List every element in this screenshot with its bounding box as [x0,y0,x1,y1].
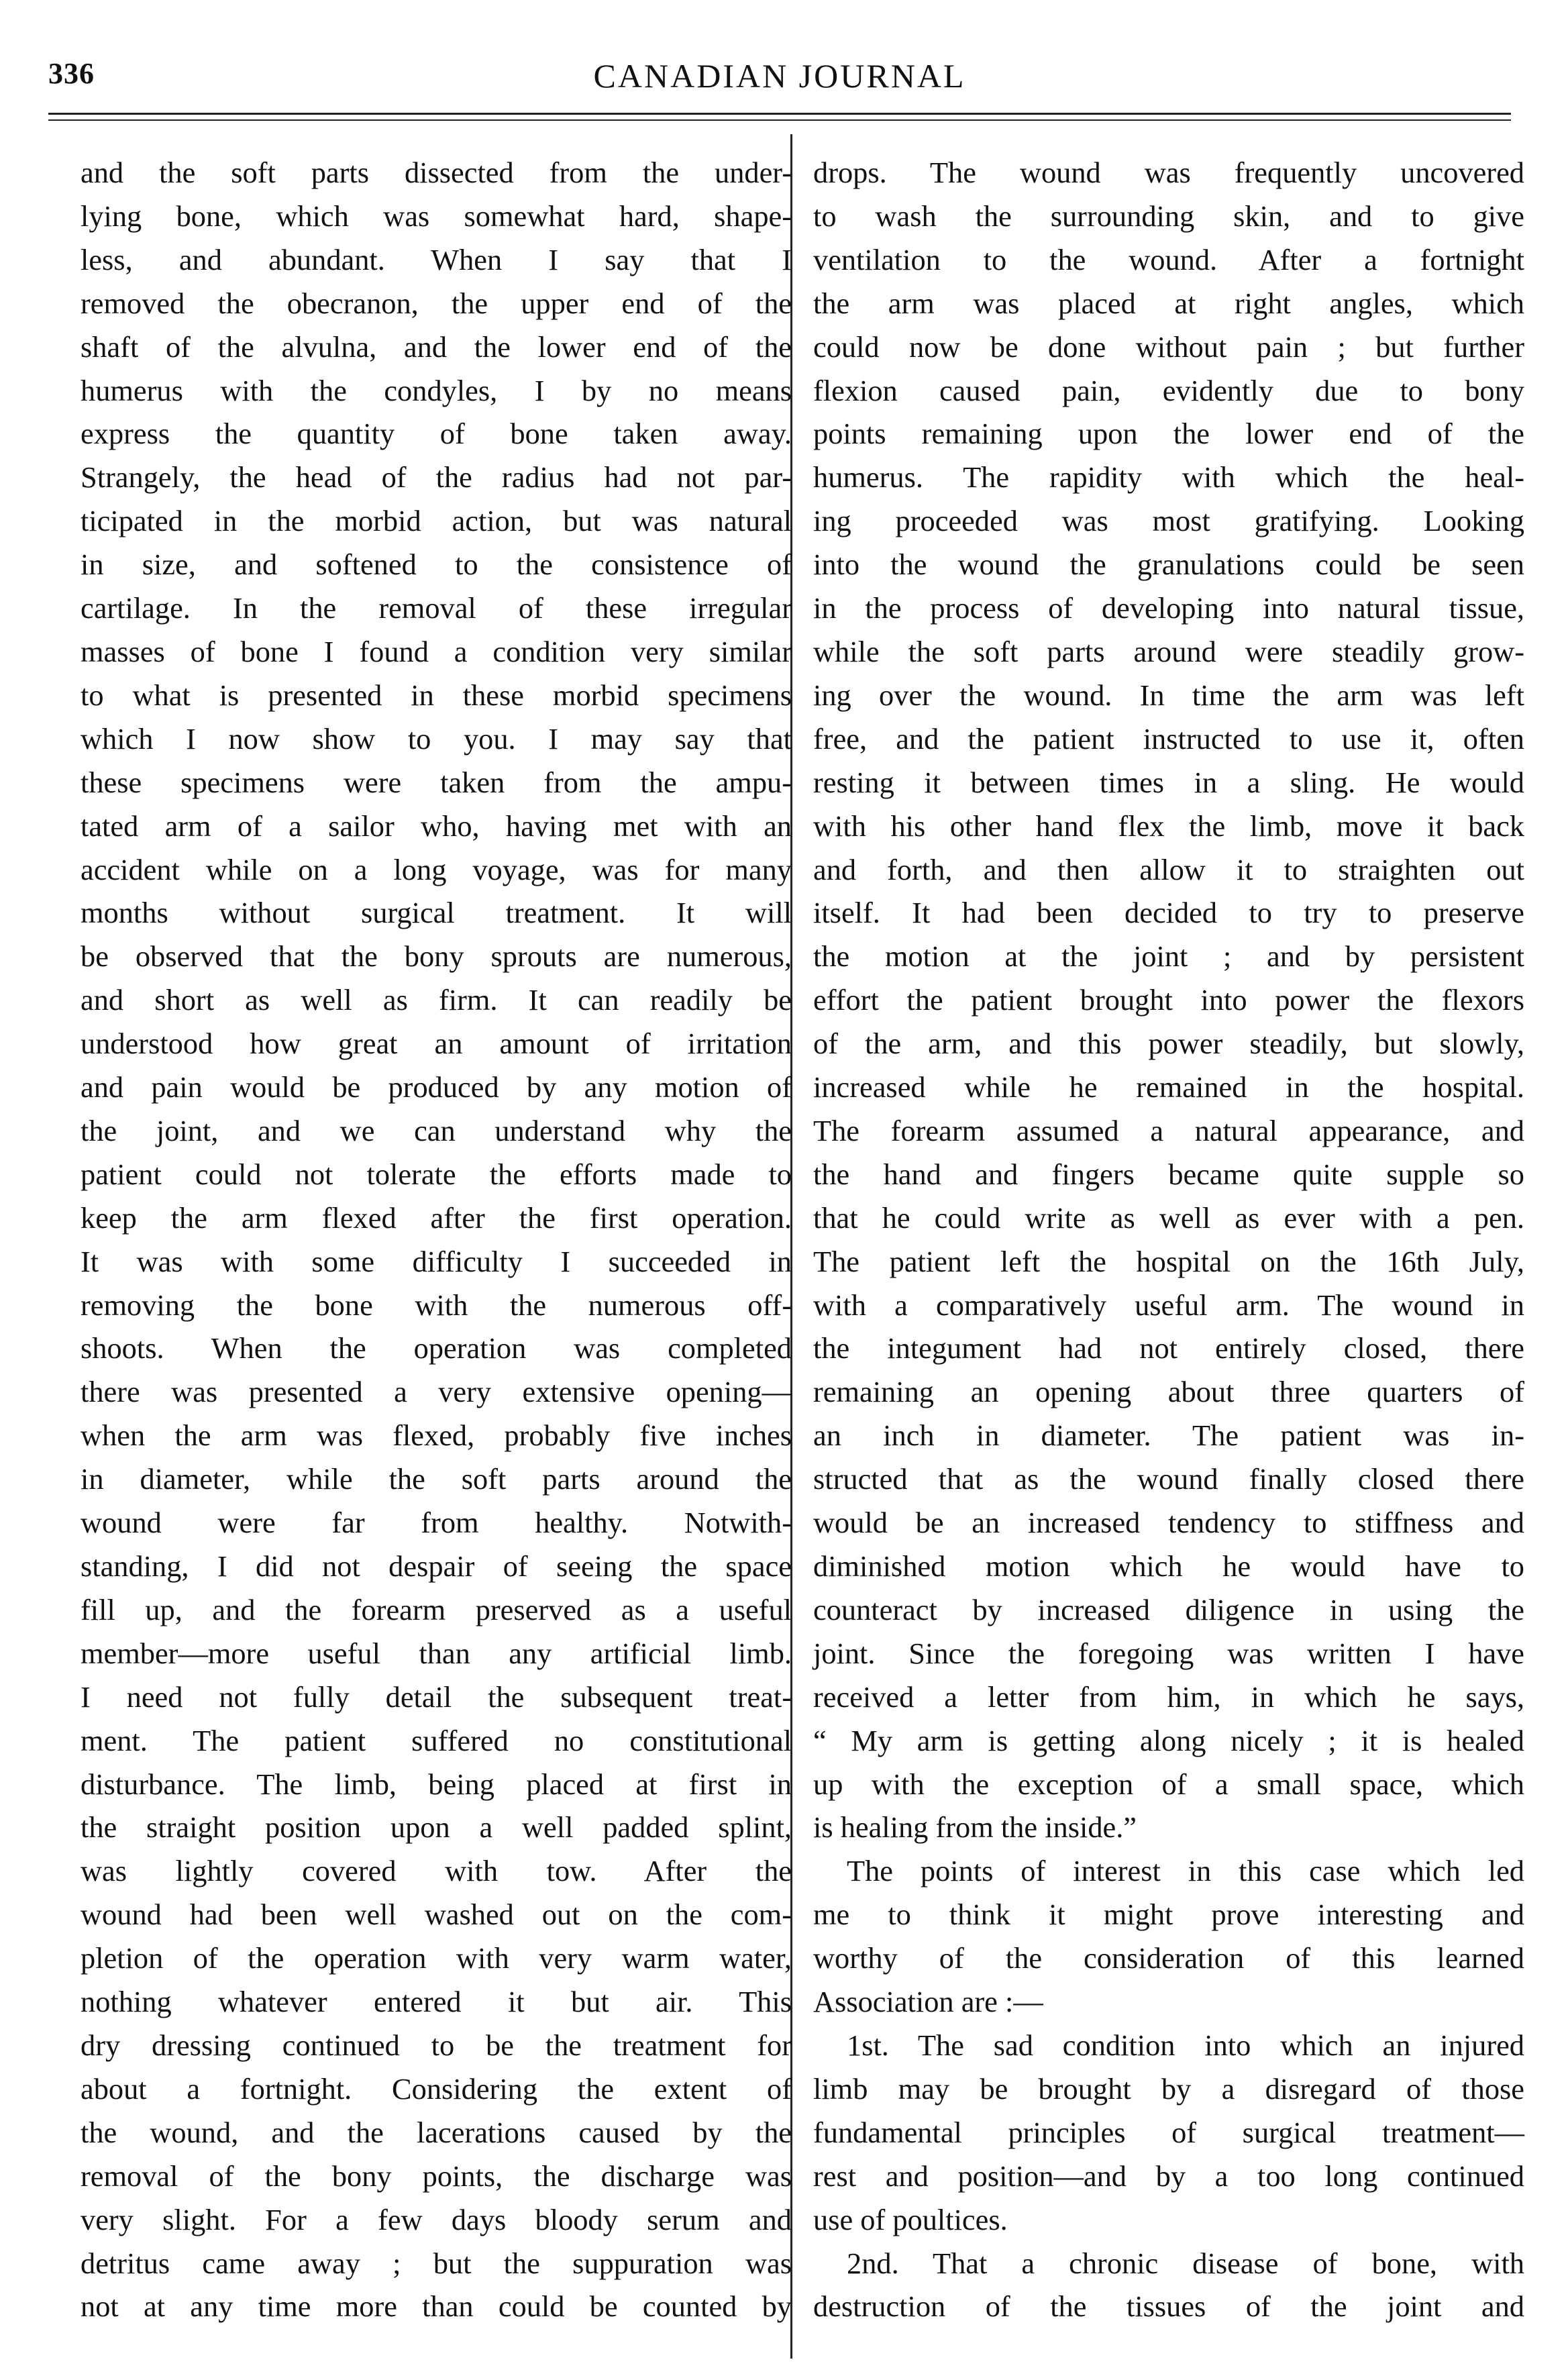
text-line: ment. The patient suffered no constitutional [81,1723,792,1757]
text-line: free, and the patient instructed to use it, often [813,721,1524,756]
text-line: Strangely, the head of the radius had not par- [81,460,792,495]
text-line: ing proceeded was most gratifying. Looking [813,504,1524,538]
text-line: that he could write as well as ever with a pen. [813,1200,1524,1235]
header-rule-top [48,113,1511,115]
text-line: limb may be brought by a disregard of those [813,2071,1524,2106]
text-line: disturbance. The limb, being placed at first in [81,1767,792,1801]
text-line: humerus with the condyles, I by no means [81,373,792,407]
text-line: and the soft parts dissected from the under- [81,156,792,189]
text-line: in the process of developing into natural tissue, [813,591,1524,625]
text-line: in size, and softened to the consistence of [81,548,792,582]
text-line: which I now show to you. I may say that [81,721,792,756]
text-line: removing the bone with the numerous off- [81,1288,792,1322]
text-line: masses of bone I found a condition very similar [81,634,792,668]
text-line: months without surgical treatment. It will [81,896,792,930]
text-line: lying bone, which was somewhat hard, shape- [81,199,792,233]
text-line: rest and position—and by a too long continued [813,2159,1524,2193]
text-line: detritus came away ; but the suppuration was [81,2246,792,2280]
text-line: fill up, and the forearm preserved as a useful [81,1592,792,1626]
text-line: the straight position upon a well padded splint, [81,1810,792,1845]
text-line: would be an increased tendency to stiffness and [813,1506,1524,1540]
text-line: received a letter from him, in which he says, [813,1679,1524,1714]
text-line: The forearm assumed a natural appearance, and [813,1113,1524,1147]
text-line: “ My arm is getting along nicely ; it is healed [813,1723,1524,1757]
text-line: dry dressing continued to be the treatment for [81,2028,792,2062]
text-line: the arm was placed at right angles, which [813,286,1524,320]
text-line: and forth, and then allow it to straighten out [813,852,1524,886]
text-line: The points of interest in this case which led [847,1854,1524,1888]
text-line: with a comparatively useful arm. The wound in [813,1288,1524,1322]
text-line: when the arm was flexed, probably five inches [81,1418,792,1453]
text-line: member—more useful than any artificial limb. [81,1636,792,1670]
text-line: remaining an opening about three quarters of [813,1375,1524,1409]
text-line: the wound, and the lacerations caused by the [81,2115,792,2149]
text-line: increased while he remained in the hospital. [813,1070,1524,1104]
text-line: about a fortnight. Considering the extent of [81,2071,792,2106]
text-line: ing over the wound. In time the arm was left [813,678,1524,712]
text-line: was lightly covered with tow. After the [81,1854,792,1888]
text-line: 2nd. That a chronic disease of bone, with [847,2246,1524,2280]
text-line: and short as well as firm. It can readily be [81,983,792,1017]
text-line: me to think it might prove interesting and [813,1898,1524,1932]
text-line: 1st. The sad condition into which an injured [847,2028,1524,2062]
text-line: up with the exception of a small space, which [813,1767,1524,1801]
text-line: ticipated in the morbid action, but was natural [81,504,792,538]
text-line: into the wound the granulations could be seen [813,548,1524,582]
text-line: not at any time more than could be counted by [81,2289,792,2324]
text-line: wound had been well washed out on the com- [81,1898,792,1932]
text-line: worthy of the consideration of this learned [813,1941,1524,1975]
text-line: humerus. The rapidity with which the heal- [813,460,1524,495]
text-line: and pain would be produced by any motion of [81,1070,792,1104]
right-column [813,151,1524,2328]
text-line: the joint, and we can understand why the [81,1113,792,1147]
text-line: effort the patient brought into power the flexors [813,983,1524,1017]
text-line: diminished motion which he would have to [813,1549,1524,1583]
text-line: fundamental principles of surgical treatment— [813,2115,1524,2149]
text-line: flexion caused pain, evidently due to bony [813,373,1524,407]
text-line: standing, I did not despair of seeing the space [81,1549,792,1583]
left-column [81,151,792,2328]
text-line: these specimens were taken from the ampu- [81,765,792,799]
text-line: nothing whatever entered it but air. This [81,1985,792,2019]
text-line: there was presented a very extensive opening— [81,1375,792,1409]
text-line: of the arm, and this power steadily, but slowly, [813,1027,1524,1061]
text-line: to wash the surrounding skin, and to give [813,199,1524,233]
text-line: removed the obecranon, the upper end of the [81,286,792,320]
text-line: keep the arm flexed after the first operation. [81,1200,792,1235]
text-line: with his other hand flex the limb, move it back [813,809,1524,843]
text-line: an inch in diameter. The patient was in- [813,1418,1524,1453]
text-line: be observed that the bony sprouts are numerous, [81,939,792,974]
text-line: removal of the bony points, the discharge was [81,2159,792,2193]
text-line: counteract by increased diligence in using the [813,1592,1524,1626]
text-line: shaft of the alvulna, and the lower end of the [81,329,792,364]
text-line: pletion of the operation with very warm water, [81,1941,792,1975]
text-line: shoots. When the operation was completed [81,1331,792,1365]
text-line: is healing from the inside.” [813,1810,1137,1845]
page-number: 336 [48,57,95,90]
text-line: cartilage. In the removal of these irregular [81,591,792,625]
text-line: understood how great an amount of irritation [81,1027,792,1061]
text-line: itself. It had been decided to try to preserve [813,896,1524,930]
text-line: the motion at the joint ; and by persistent [813,939,1524,974]
text-line: wound were far from healthy. Notwith- [81,1506,792,1540]
text-line: joint. Since the foregoing was written I have [813,1636,1524,1670]
text-line: less, and abundant. When I say that I [81,242,792,276]
text-line: use of poultices. [813,2202,1008,2236]
text-line: very slight. For a few days bloody serum and [81,2202,792,2236]
text-line: the hand and fingers became quite supple so [813,1157,1524,1191]
page-header [48,56,1511,103]
header-rule-bottom [48,119,1511,121]
text-line: The patient left the hospital on the 16th July, [813,1244,1524,1278]
text-line: tated arm of a sailor who, having met with an [81,809,792,843]
text-line: points remaining upon the lower end of the [813,417,1524,451]
text-line: Association are :— [813,1985,1043,2019]
text-line: It was with some difficulty I succeeded in [81,1244,792,1278]
text-line: could now be done without pain ; but further [813,329,1524,364]
running-title: CANADIAN JOURNAL [593,57,966,95]
text-line: I need not fully detail the subsequent treat- [81,1679,792,1714]
text-line: structed that as the wound finally closed there [813,1462,1524,1496]
text-line: express the quantity of bone taken away. [81,417,792,451]
text-line: ventilation to the wound. After a fortnight [813,242,1524,276]
text-line: to what is presented in these morbid specimens [81,678,792,712]
text-line: in diameter, while the soft parts around the [81,1462,792,1496]
text-line: while the soft parts around were steadily grow- [813,634,1524,668]
text-line: the integument had not entirely closed, there [813,1331,1524,1365]
text-line: resting it between times in a sling. He would [813,765,1524,799]
text-line: accident while on a long voyage, was for many [81,852,792,886]
text-line: destruction of the tissues of the joint and [813,2289,1524,2324]
text-line: drops. The wound was frequently uncovered [813,156,1524,189]
text-line: patient could not tolerate the efforts made to [81,1157,792,1191]
